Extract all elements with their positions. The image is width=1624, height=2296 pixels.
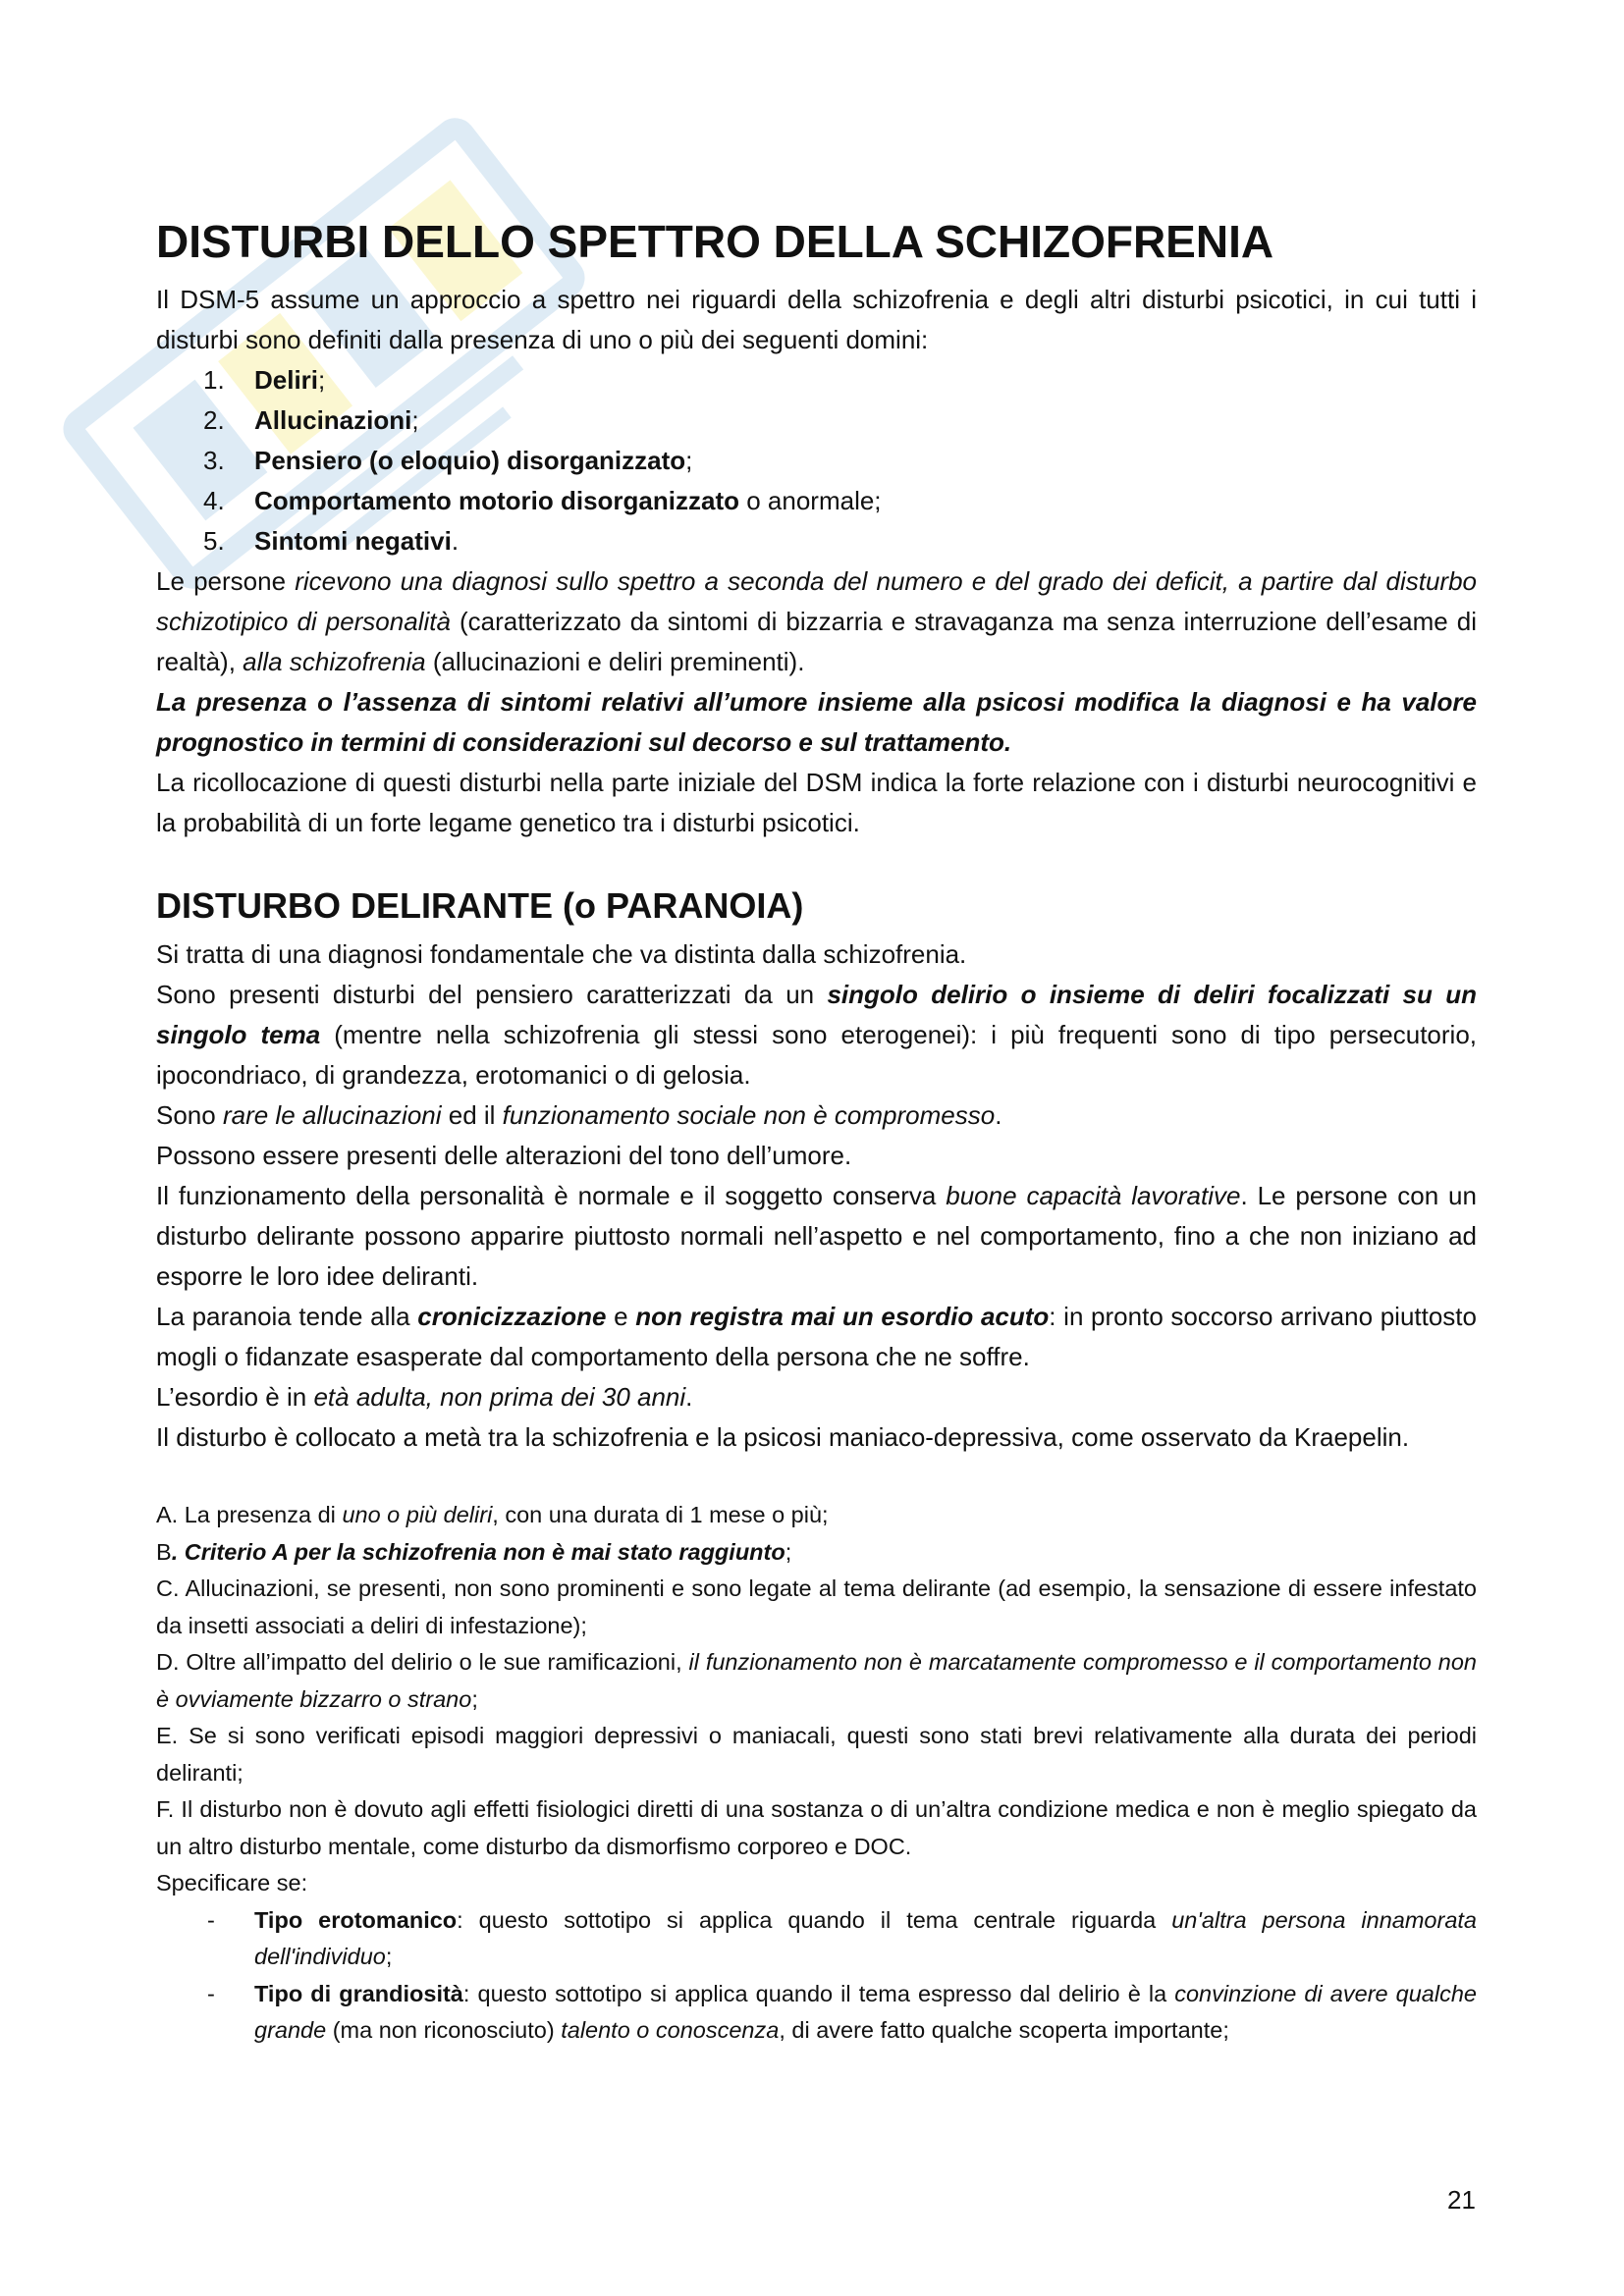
- s2-paragraph-7: L’esordio è in età adulta, non prima dei 30 anni.: [156, 1382, 693, 1413]
- criterion-c: C. Allucinazioni, se presenti, non sono prominenti e sono legate al tema delirante (ad esempio, la sensazione di essere infestato da insetti associati a deliri di infestazione);: [156, 1575, 1477, 1638]
- mood-paragraph: La presenza o l’assenza di sintomi relativi all’umore insieme alla psicosi modifica la diagnosi e ha valore prognostico in termini di considerazioni sul decorso e sul trattamento.: [156, 686, 1477, 757]
- s2-paragraph-3: Sono rare le allucinazioni ed il funzionamento sociale non è compromesso.: [156, 1100, 1002, 1131]
- specify-label: Specificare se:: [156, 1870, 308, 1896]
- list-item: - Tipo di grandiosità: questo sottotipo si applica quando il tema espresso dal delirio è la convinzione di avere qualche grande (ma non riconosciuto) talento o conoscenza, di avere fatto qualche scoperta importante;: [207, 1980, 1477, 2044]
- list-item: 3. Pensiero (o eloquio) disorganizzato;: [203, 445, 693, 475]
- subtypes-list: [156, 1902, 1477, 2050]
- s2-paragraph-1: Si tratta di una diagnosi fondamentale che va distinta dalla schizofrenia.: [156, 939, 967, 970]
- criterion-f: F. Il disturbo non è dovuto agli effetti fisiologici diretti di una sostanza o di un’altra condizione medica e non è meglio spiegato da un altro disturbo mentale, come disturbo da dismorfismo corporeo e DOC.: [156, 1796, 1477, 1859]
- criterion-a: A. La presenza di uno o più deliri, con una durata di 1 mese o più;: [156, 1502, 829, 1528]
- criterion-b: B. Criterio A per la schizofrenia non è mai stato raggiunto;: [156, 1538, 792, 1565]
- s2-paragraph-2: Sono presenti disturbi del pensiero caratterizzati da un singolo delirio o insieme di deliri focalizzati su un singolo tema (mentre nella schizofrenia gli stessi sono eterogenei): i più frequenti sono di tipo persecutorio, ipocondriaco, di grandezza, erotomanici o di gelosia.: [156, 980, 1477, 1091]
- domains-list: [156, 360, 1477, 561]
- criterion-e: E. Se si sono verificati episodi maggiori depressivi o maniacali, questi sono stati brevi relativamente alla durata dei periodi deliranti;: [156, 1723, 1477, 1786]
- s2-paragraph-8: Il disturbo è collocato a metà tra la schizofrenia e la psicosi maniaco-depressiva, come osservato da Kraepelin.: [156, 1422, 1410, 1453]
- s2-paragraph-6: La paranoia tende alla cronicizzazione e non registra mai un esordio acuto: in pronto soccorso arrivano piuttosto mogli o fidanzate esasperate dal comportamento della persona che ne soffre.: [156, 1302, 1477, 1372]
- s2-paragraph-5: Il funzionamento della personalità è normale e il soggetto conserva buone capacità lavorative. Le persone con un disturbo delirante possono apparire piuttosto normali nell’aspetto e nel comportamento, fino a che non iniziano ad esporre le loro idee deliranti.: [156, 1181, 1477, 1292]
- criterion-d: D. Oltre all’impatto del delirio o le sue ramificazioni, il funzionamento non è marcatamente compromesso e il comportamento non è ovviamente bizzarro o strano;: [156, 1649, 1477, 1712]
- list-item: - Tipo erotomanico: questo sottotipo si applica quando il tema centrale riguarda un'altra persona innamorata dell'individuo;: [207, 1906, 1477, 1970]
- spacer: [156, 1458, 1477, 1497]
- page-number: 21: [1447, 2185, 1476, 2215]
- list-item: 1. Deliri;: [203, 364, 326, 395]
- page-title: DISTURBI DELLO SPETTRO DELLA SCHIZOFRENIA: [156, 216, 1274, 267]
- content-column: [156, 216, 1477, 2050]
- list-item: 5. Sintomi negativi.: [203, 525, 460, 556]
- intro-paragraph: Il DSM-5 assume un approccio a spettro nei riguardi della schizofrenia e degli altri disturbi psicotici, in cui tutti i disturbi sono definiti dalla presenza di uno o più dei seguenti domini:: [156, 284, 1477, 354]
- s2-paragraph-4: Possono essere presenti delle alterazioni del tono dell’umore.: [156, 1141, 852, 1171]
- spectrum-paragraph: Le persone ricevono una diagnosi sullo spettro a seconda del numero e del grado dei deficit, a partire dal disturbo schizotipico di personalità (caratterizzato da sintomi di bizzarria e stravaganza ma senza interruzione dell’esame di realtà), alla schizofrenia (allucinazioni e deliri preminenti).: [156, 565, 1478, 676]
- list-item: 2. Allucinazioni;: [203, 404, 419, 435]
- list-item: 4. Comportamento motorio disorganizzato o anormale;: [203, 485, 882, 515]
- relocation-paragraph: La ricollocazione di questi disturbi nella parte iniziale del DSM indica la forte relazione con i disturbi neurocognitivi e la probabilità di un forte legame genetico tra i disturbi psicotici.: [156, 767, 1477, 837]
- section-title-delusional-disorder: DISTURBO DELIRANTE (o PARANOIA): [156, 884, 804, 926]
